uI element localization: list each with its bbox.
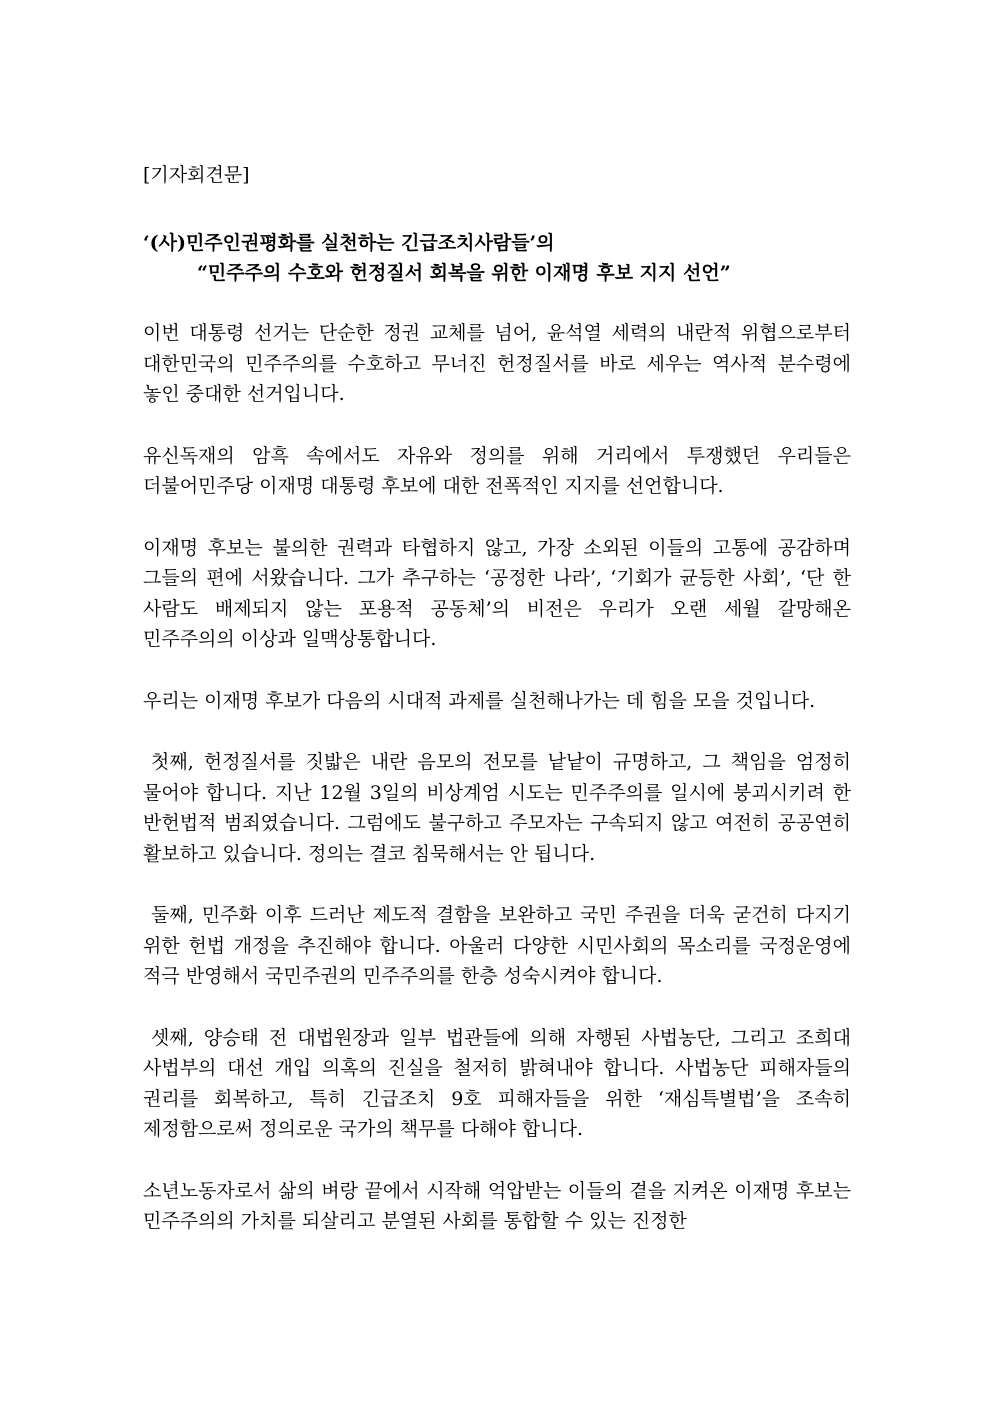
organization-title: ‘(사)민주인권평화를 실천하는 긴급조치사람들’의: [143, 232, 555, 254]
document-page: [143, 160, 851, 1268]
paragraph-intro: 이번 대통령 선거는 단순한 정권 교체를 넘어, 윤석열 세력의 내란적 위협으로부터 대한민국의 민주주의를 수호하고 무너진 헌정질서를 바로 세우는 역사적 분수령에 놓인 중대한 선거입니다.: [143, 322, 851, 405]
paragraph-task-third: 셋째, 양승태 전 대법원장과 일부 법관들에 의해 자행된 사법농단, 그리고 조희대 사법부의 대선 개입 의혹의 진실을 철저히 밝혀내야 합니다. 사법농단 피해자들의 권리를 회복하고, 특히 긴급조치 9호 피해자들을 위한 ‘재심특별법’을 조속히 제정함으로써 정의로운 국가의 책무를 다해야 합니다.: [143, 1026, 851, 1140]
paragraph-closing: 소년노동자로서 삶의 벼랑 끝에서 시작해 억압받는 이들의 곁을 지켜온 이재명 후보는 민주주의의 가치를 되살리고 분열된 사회를 통합할 수 있는 진정한: [143, 1179, 851, 1232]
paragraph-tasks-intro: 우리는 이재명 후보가 다음의 시대적 과제를 실천해나가는 데 힘을 모을 것입니다.: [143, 689, 816, 712]
paragraph-candidate-vision: 이재명 후보는 불의한 권력과 타협하지 않고, 가장 소외된 이들의 고통에 공감하며 그들의 편에 서왔습니다. 그가 추구하는 ‘공정한 나라’, ‘기회가 균등한 사회’, ‘단 한 사람도 배제되지 않는 포용적 공동체’의 비전은 우리가 오랜 세월 갈망해온 민주주의의 이상과 일맥상통합니다.: [143, 536, 851, 650]
declaration-title: “민주주의 수호와 헌정질서 회복을 위한 이재명 후보 지지 선언”: [197, 262, 731, 284]
document-type-label: [기자회견문]: [143, 164, 250, 186]
paragraph-support-declaration: 유신독재의 암흑 속에서도 자유와 정의를 위해 거리에서 투쟁했던 우리들은 더불어민주당 이재명 대통령 후보에 대한 전폭적인 지지를 선언합니다.: [143, 444, 851, 497]
paragraph-task-second: 둘째, 민주화 이후 드러난 제도적 결함을 보완하고 국민 주권을 더욱 굳건히 다지기 위한 헌법 개정을 추진해야 합니다. 아울러 다양한 시민사회의 목소리를 국정운영에 적극 반영해서 국민주권의 민주주의를 한층 성숙시켜야 합니다.: [143, 904, 851, 987]
paragraph-task-first: 첫째, 헌정질서를 짓밟은 내란 음모의 전모를 낱낱이 규명하고, 그 책임을 엄정히 물어야 합니다. 지난 12월 3일의 비상계엄 시도는 민주주의를 일시에 붕괴시키려 한 반헌법적 범죄였습니다. 그럼에도 불구하고 주모자는 구속되지 않고 여전히 공공연히 활보하고 있습니다. 정의는 결코 침묵해서는 안 됩니다.: [143, 751, 851, 865]
